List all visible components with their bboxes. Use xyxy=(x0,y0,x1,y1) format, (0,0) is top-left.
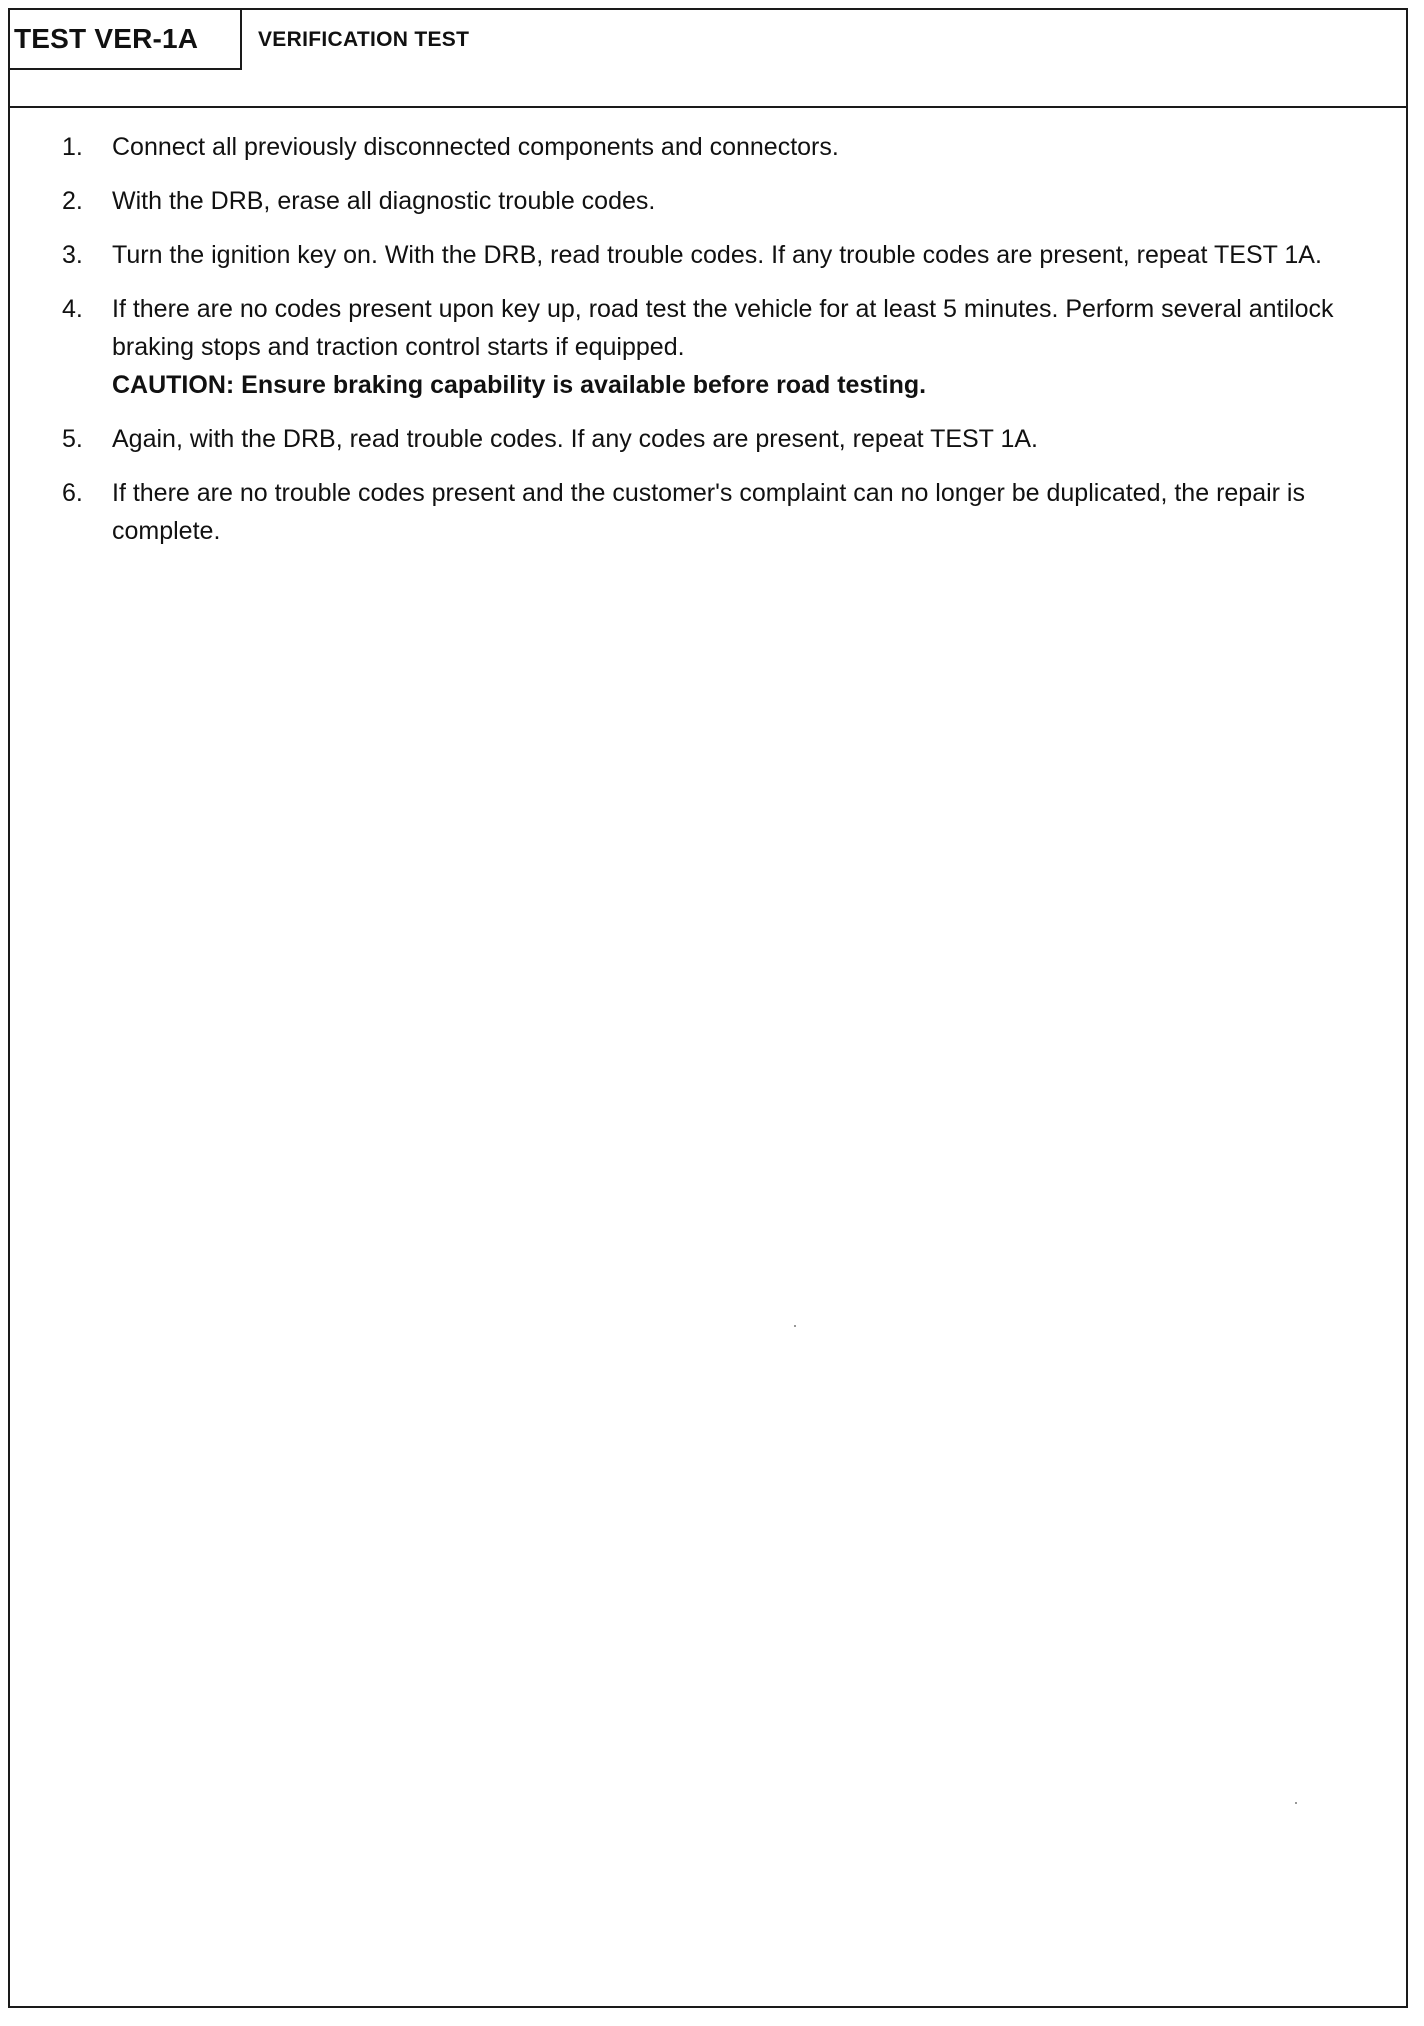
procedure-steps xyxy=(10,128,1406,566)
scan-speck xyxy=(794,1325,796,1327)
step-number: 4. xyxy=(62,295,83,323)
step-text: If there are no trouble codes present and the customer's complaint can no longer be duplicated, the repair is complete. xyxy=(112,479,1305,545)
step-text: Turn the ignition key on. With the DRB, read trouble codes. If any trouble codes are present, repeat TEST 1A. xyxy=(112,241,1322,269)
caution-note: CAUTION: Ensure braking capability is available before road testing. xyxy=(112,371,927,399)
procedure-step-4 xyxy=(10,290,1406,404)
procedure-step-2 xyxy=(10,182,1406,220)
test-header xyxy=(10,10,1406,108)
document-frame xyxy=(8,8,1408,2008)
test-id-label: TEST VER-1A xyxy=(10,10,242,70)
step-text: With the DRB, erase all diagnostic trouble codes. xyxy=(112,187,656,215)
procedure-step-5 xyxy=(10,420,1406,458)
step-number: 2. xyxy=(62,187,83,215)
step-number: 1. xyxy=(62,133,83,161)
step-number: 3. xyxy=(62,241,83,269)
step-text: Connect all previously disconnected components and connectors. xyxy=(112,133,839,161)
step-number: 5. xyxy=(62,425,83,453)
procedure-step-3 xyxy=(10,236,1406,274)
test-title: VERIFICATION TEST xyxy=(258,28,470,51)
scan-speck xyxy=(1295,1802,1297,1804)
step-text: If there are no codes present upon key up, road test the vehicle for at least 5 minutes. Perform several antilock braking stops and traction control starts if equipped. xyxy=(112,295,1334,361)
step-text: Again, with the DRB, read trouble codes. If any codes are present, repeat TEST 1A. xyxy=(112,425,1038,453)
procedure-step-6 xyxy=(10,474,1406,550)
step-number: 6. xyxy=(62,479,83,507)
procedure-step-1 xyxy=(10,128,1406,166)
